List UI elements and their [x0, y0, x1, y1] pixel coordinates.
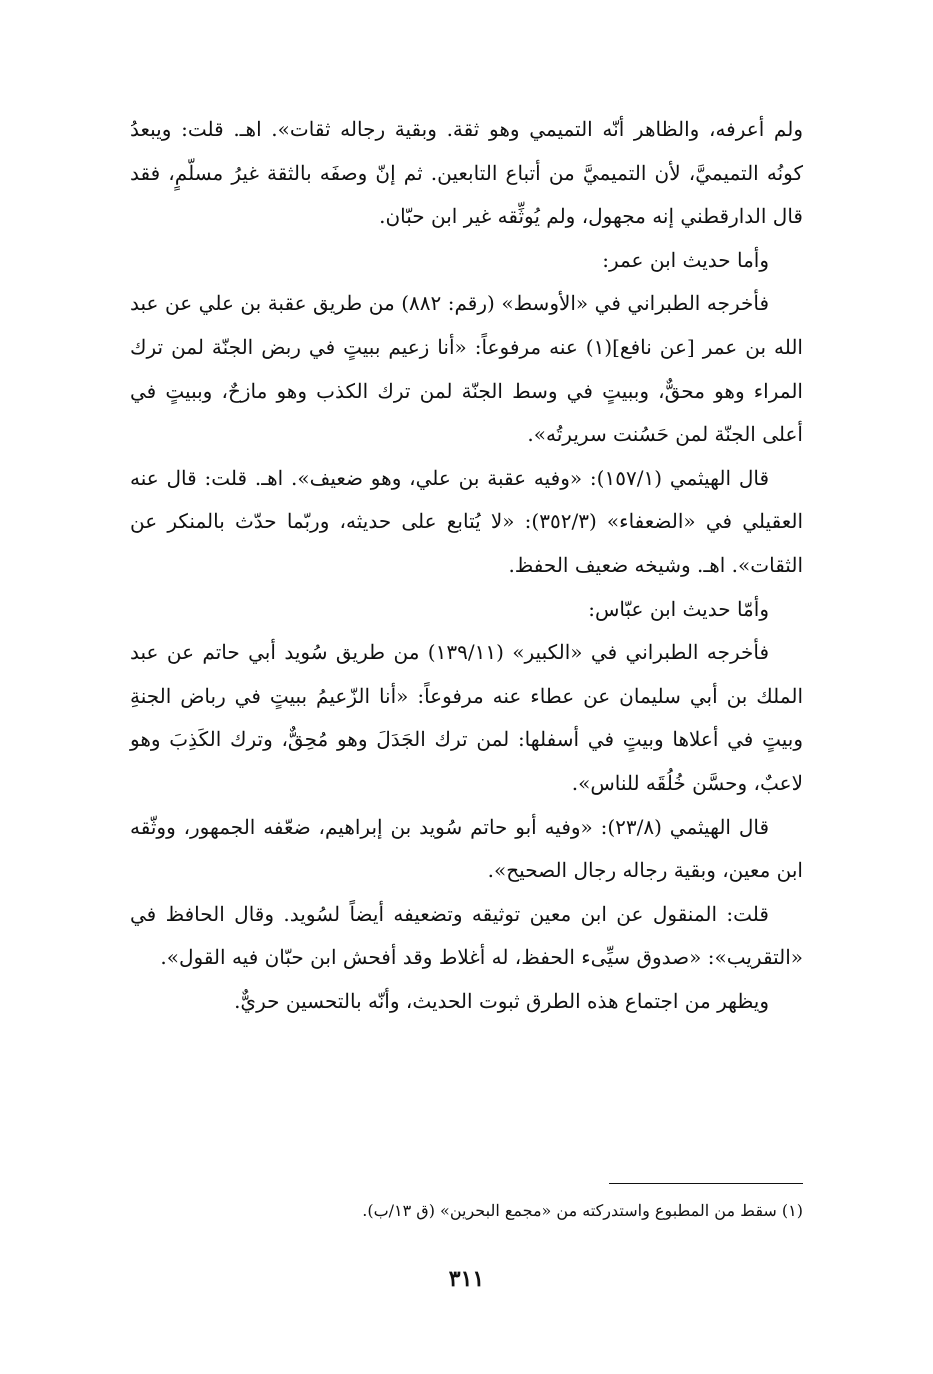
paragraph-tabarani-kabir: فأخرجه الطبراني في «الكبير» (١٣٩/١١) من طريق سُويد أبي حاتم عن عبد الملك بن أبي سليمان عن عطاء عنه مرفوعاً: «أنا الزّعيمُ ببيتٍ في رباض الجنةِ وبيتٍ في أعلاها وبيتٍ في أسفلها: لمن ترك الجَدَلَ وهو مُحِقٌّ، وترك الكَذِبَ وهو لاعبٌ، وحسَّن خُلُقَه للناس». — [130, 640, 803, 795]
footnote: (١) سقط من المطبوع واستدركته من «مجمع البحرين» (ق ١٣/ب). — [362, 1201, 803, 1220]
footnote-separator — [609, 1183, 803, 1184]
paragraph-continuation: ولم أعرفه، والظاهر أنّه التميمي وهو ثقة. وبقية رجاله ثقات». اهـ. قلت: ويبعدُ كونُه التميميَّ، لأن التميميَّ من أتباع التابعين. ثم إنّ وصفَه بالثقة غيرُ مسلّمٍ، فقد قال الدارقطني إنه مجهول، ولم يُوثِّقه غير ابن حبّان. — [130, 117, 803, 229]
page-number: ٣١١ — [448, 1266, 485, 1292]
paragraph-conclusion: ويظهر من اجتماع هذه الطرق ثبوت الحديث، وأنّه بالتحسين حريٌّ. — [234, 988, 769, 1013]
main-text — [130, 108, 803, 1023]
heading-ibn-umar: وأما حديث ابن عمر: — [602, 247, 769, 272]
heading-ibn-abbas: وأمّا حديث ابن عبّاس: — [588, 596, 769, 621]
paragraph-haythami-1: قال الهيثمي (١٥٧/١): «وفيه عقبة بن علي، وهو ضعيف». اهـ. قلت: قال عنه العقيلي في «الضعفاء» (٣٥٢/٣): «لا يُتابع على حديثه، وربّما حدّث بالمنكر عن الثقات». اهـ. وشيخه ضعيف الحفظ. — [130, 465, 804, 577]
paragraph-tabarani-awsat: فأخرجه الطبراني في «الأوسط» (رقم: ٨٨٢) من طريق عقبة بن علي عن عبد الله بن عمر [عن نافع](١) عنه مرفوعاً: «أنا زعيم ببيتٍ في ربض الجنّة لمن ترك المراء وهو محقٌّ، وببيتٍ في وسط الجنّة لمن ترك الكذب وهو مازحٌ، وببيتٍ في أعلى الجنّة لمن حَسُنت سريرتُه». — [130, 291, 803, 447]
paragraph-haythami-2: قال الهيثمي (٢٣/٨): «وفيه أبو حاتم سُويد بن إبراهيم، ضعّفه الجمهور، ووثّقه ابن معين، وبقية رجاله رجال الصحيح». — [130, 814, 803, 883]
paragraph-ibn-maeen: قلت: المنقول عن ابن معين توثيقه وتضعيفه أيضاً لسُويد. وقال الحافظ في «التقريب»: «صدوق سيِّىء الحفظ، له أغلاط وقد أفحش ابن حبّان فيه القول». — [130, 901, 803, 970]
